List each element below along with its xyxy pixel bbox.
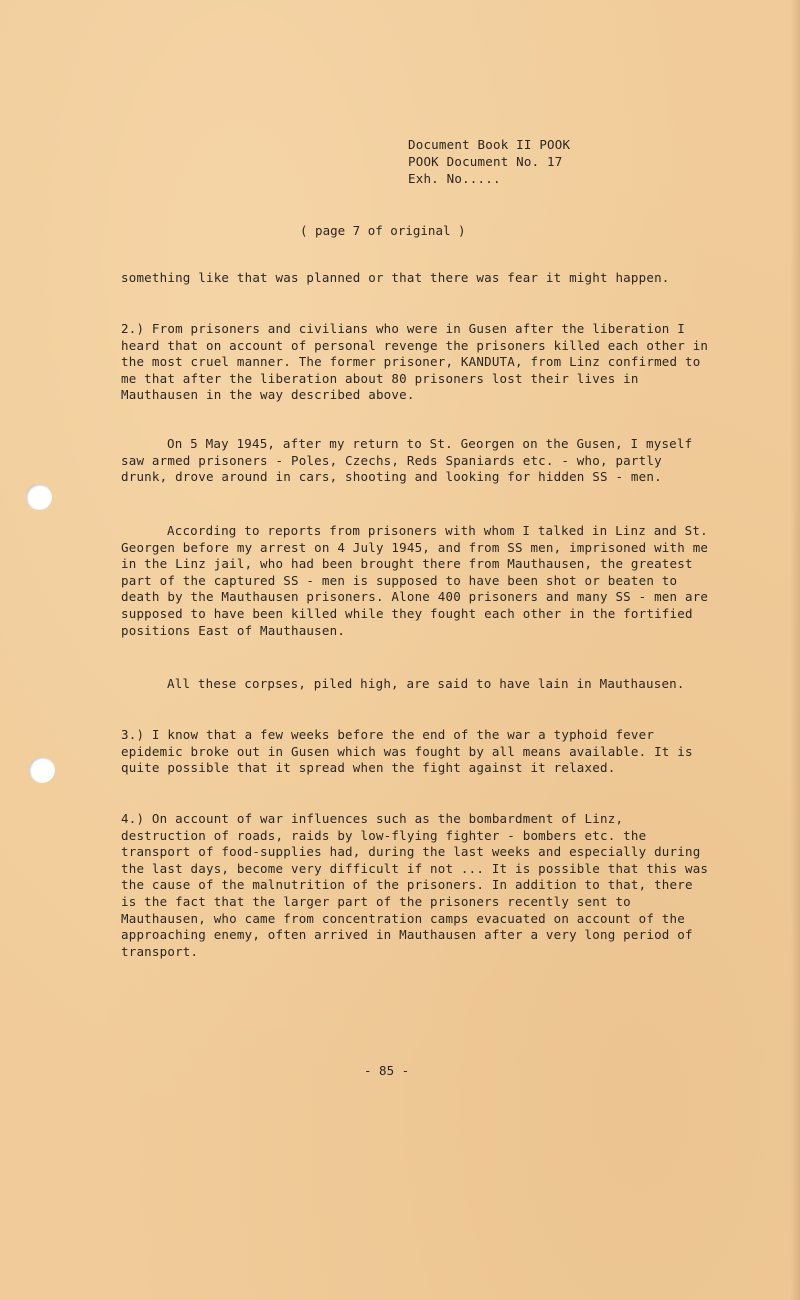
paper-edge-shadow bbox=[790, 0, 800, 1300]
original-page-reference: ( page 7 of original ) bbox=[300, 223, 466, 238]
header-exhibit-number: Exh. No..... bbox=[408, 171, 501, 186]
punch-hole-lower bbox=[29, 757, 55, 783]
paragraph-corpses: All these corpses, piled high, are said to have lain in Mauthausen. bbox=[167, 676, 685, 691]
paragraph-item-3: 3.) I know that a few weeks before the end of the war a typhoid fever epidemic broke out in Gusen which was fought by all means available. It is quite possible that it spread when the fight against it relaxed. bbox=[121, 727, 693, 776]
punch-hole-upper bbox=[26, 484, 52, 510]
page-number: - 85 - bbox=[364, 1063, 410, 1078]
paragraph-5-may: On 5 May 1945, after my return to St. Georgen on the Gusen, I myself saw armed prisoners - Poles, Czechs, Reds Spaniards etc. - who, partly drunk, drove around in cars, shooting and looking for hidden SS - men. bbox=[121, 436, 693, 485]
header-document-number: POOK Document No. 17 bbox=[408, 154, 563, 169]
header-document-book: Document Book II POOK bbox=[408, 137, 571, 152]
document-header bbox=[408, 136, 570, 187]
paragraph-item-2: 2.) From prisoners and civilians who were in Gusen after the liberation I heard that on account of personal revenge the prisoners killed each other in the most cruel manner. The former prisoner, KANDUTA, from Linz confirmed to me that after the liberation about 80 prisoners lost their lives in Mauthausen in the way described above. bbox=[121, 321, 709, 403]
paragraph-item-4: 4.) On account of war influences such as the bombardment of Linz, destruction of roads, raids by low-flying fighter - bombers etc. the transport of food-supplies had, during the last weeks and especially during the last days, become very difficult if not ... It is possible that this was the cause of the malnutrition of the prisoners. In addition to that, there is the fact that the larger part of the prisoners recently sent to Mauthausen, who came from concentration camps evacuated on account of the approaching enemy, often arrived in Mauthausen after a very long period of transport. bbox=[121, 811, 709, 959]
paragraph-continuation: something like that was planned or that there was fear it might happen. bbox=[121, 270, 670, 285]
paragraph-reports: According to reports from prisoners with whom I talked in Linz and St. Georgen before my arrest on 4 July 1945, and from SS men, imprisoned with me in the Linz jail, who had been brought there from Mauthausen, the greatest part of the captured SS - men is supposed to have been shot or beaten to death by the Mauthausen prisoners. Alone 400 prisoners and many SS - men are supposed to have been killed while they fought each other in the fortified positions East of Mauthausen. bbox=[121, 523, 709, 638]
